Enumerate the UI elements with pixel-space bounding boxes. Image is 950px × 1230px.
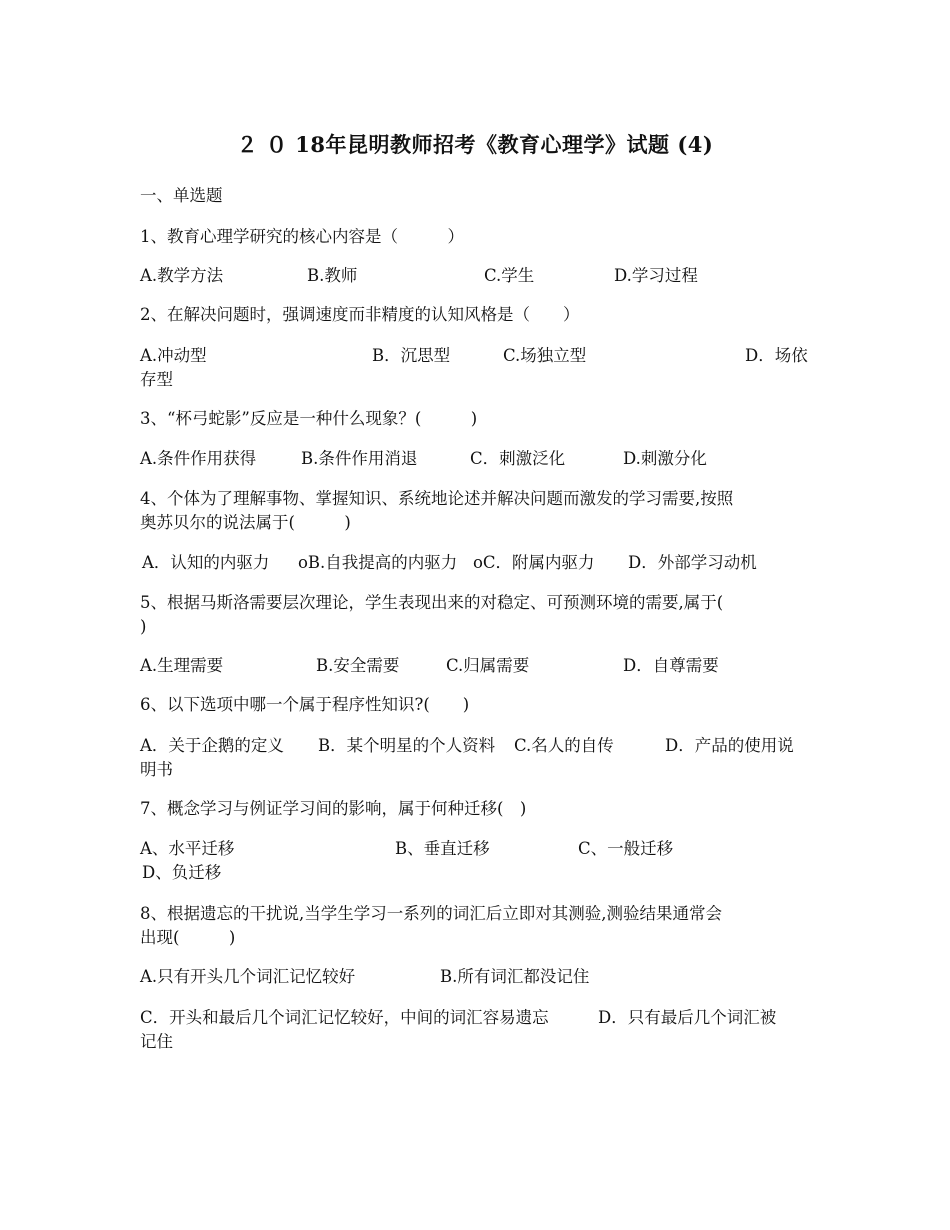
q3-option-a: A.条件作用获得 — [140, 449, 257, 468]
question-8-line-2: 出现( ) — [140, 928, 236, 947]
q8-option-a: A.只有开头几个词汇记忆较好 — [140, 967, 356, 986]
q8-option-c: C．开头和最后几个词汇记忆较好，中间的词汇容易遗忘 — [140, 1008, 549, 1027]
q3-option-b: B.条件作用消退 — [301, 449, 418, 468]
q2-option-d: D．场依 — [745, 346, 808, 365]
question-5-line-1: 5、根据马斯洛需要层次理论，学生表现出来的对稳定、可预测环境的需要,属于( — [140, 593, 724, 612]
q8-option-d: D．只有最后几个词汇被 — [598, 1008, 777, 1027]
q7-option-a: A、水平迁移 — [140, 839, 235, 858]
q8-option-b: B.所有词汇都没记住 — [440, 967, 590, 986]
q5-option-d: D．自尊需要 — [623, 656, 719, 675]
q2-option-c: C.场独立型 — [503, 346, 587, 365]
section-heading: 一、单选题 — [140, 186, 223, 205]
question-6: 6、以下选项中哪一个属于程序性知识?( ) — [140, 695, 470, 714]
q5-option-c: C.归属需要 — [446, 656, 530, 675]
question-4-line-1: 4、个体为了理解事物、掌握知识、系统地论述并解决问题而激发的学习需要,按照 — [140, 489, 734, 508]
q1-option-d: D.学习过程 — [614, 266, 698, 285]
q1-option-a: A.教学方法 — [140, 266, 224, 285]
q6-option-c: C.名人的自传 — [514, 736, 614, 755]
question-7: 7、概念学习与例证学习间的影响，属于何种迁移( ) — [140, 799, 527, 818]
q2-option-a: A.冲动型 — [140, 346, 207, 365]
q4-option-d: D．外部学习动机 — [628, 553, 757, 572]
q5-option-a: A.生理需要 — [140, 656, 224, 675]
q6-option-a: A．关于企鹅的定义 — [140, 736, 284, 755]
q7-option-b: B、垂直迁移 — [395, 839, 490, 858]
q7-option-c: C、一般迁移 — [578, 839, 674, 858]
q6-option-d-cont: 明书 — [140, 760, 173, 779]
q8-option-d-cont: 记住 — [140, 1032, 173, 1051]
q3-option-c: C．刺激泛化 — [470, 449, 566, 468]
question-1: 1、教育心理学研究的核心内容是（ ） — [140, 227, 464, 246]
q2-option-b: B．沉思型 — [372, 346, 451, 365]
q6-option-b: B．某个明星的个人资料 — [318, 736, 496, 755]
question-4-line-2: 奥苏贝尔的说法属于( ) — [140, 513, 351, 532]
q4-option-a: A．认知的内驱力 — [142, 553, 270, 572]
q1-option-c: C.学生 — [484, 266, 535, 285]
q7-option-d: D、负迁移 — [142, 863, 222, 882]
question-2: 2、在解决问题时，强调速度而非精度的认知风格是（ ） — [140, 305, 580, 324]
q4-option-b: oB.自我提高的内驱力 — [298, 553, 458, 572]
question-3: 3、“杯弓蛇影”反应是一种什么现象？( ) — [140, 409, 478, 428]
question-5-line-2: ) — [140, 617, 147, 636]
page-title: ２ ０ 18年昆明教师招考《教育心理学》试题 (4) — [236, 132, 714, 157]
q3-option-d: D.刺激分化 — [623, 449, 707, 468]
question-8-line-1: 8、根据遗忘的干扰说,当学生学习一系列的词汇后立即对其测验,测验结果通常会 — [140, 904, 722, 923]
q4-option-c: oC．附属内驱力 — [473, 553, 595, 572]
q6-option-d: D．产品的使用说 — [665, 736, 794, 755]
q5-option-b: B.安全需要 — [316, 656, 400, 675]
q2-option-d-cont: 存型 — [140, 370, 173, 389]
q1-option-b: B.教师 — [307, 266, 358, 285]
